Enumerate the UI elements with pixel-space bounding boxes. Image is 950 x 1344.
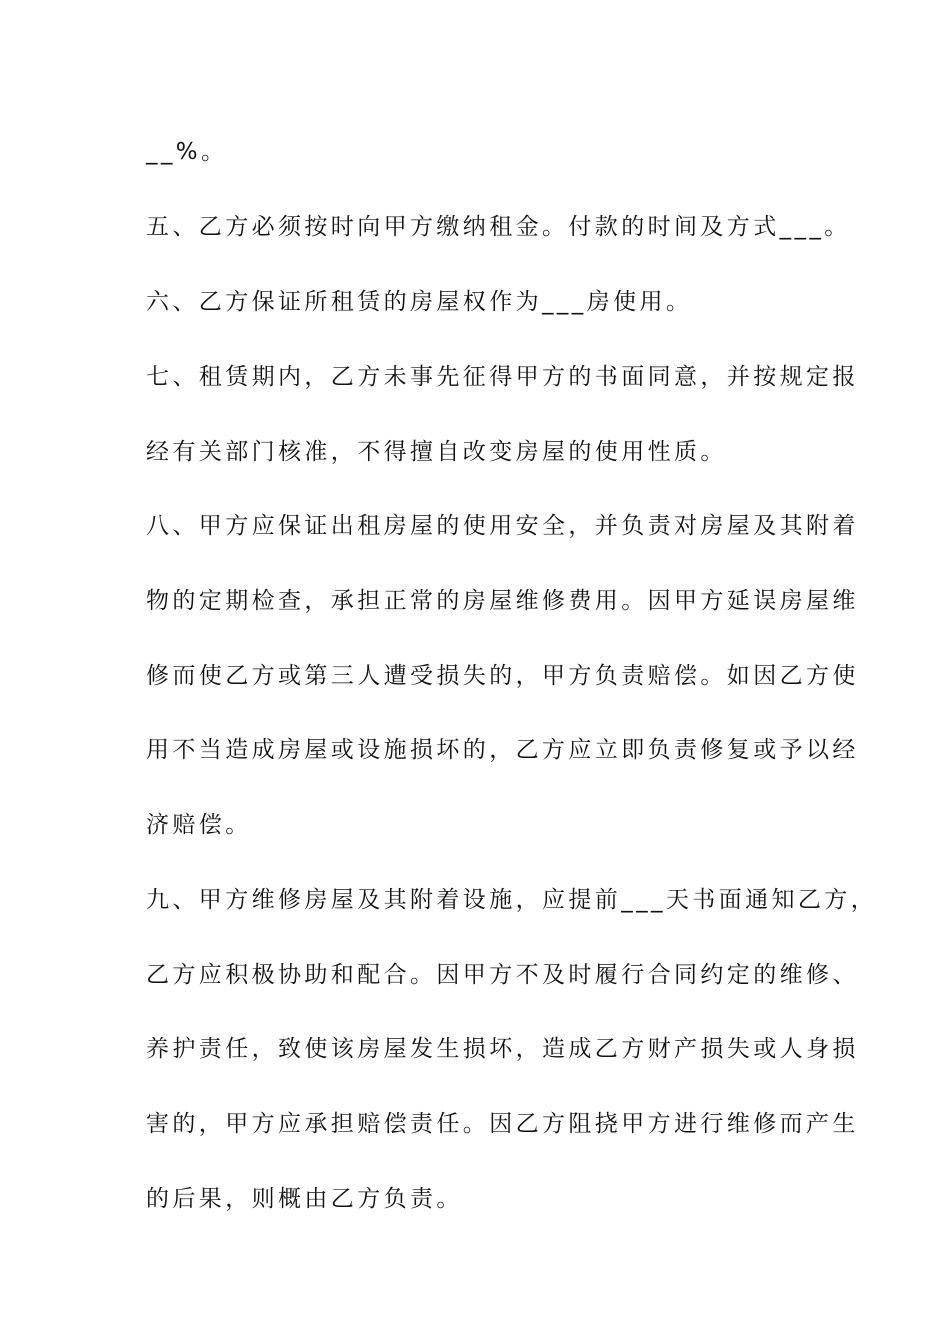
text-line: __%。	[146, 139, 228, 165]
text-line: 的后果，则概由乙方负责。	[146, 1186, 463, 1212]
text-line: 济赔偿。	[146, 812, 252, 838]
text-line: 六、乙方保证所租赁的房屋权作为___房使用。	[146, 289, 693, 315]
text-line: 经有关部门核准，不得擅自改变房屋的使用性质。	[146, 439, 727, 465]
text-line: 七、租赁期内，乙方未事先征得甲方的书面同意，并按规定报	[146, 364, 859, 390]
text-line: 八、甲方应保证出租房屋的使用安全，并负责对房屋及其附着	[146, 513, 859, 539]
text-line: 用不当造成房屋或设施损坏的，乙方应立即负责修复或予以经	[146, 737, 859, 763]
text-line: 害的，甲方应承担赔偿责任。因乙方阻挠甲方进行维修而产生	[146, 1111, 859, 1137]
text-line: 修而使乙方或第三人遭受损失的，甲方负责赔偿。如因乙方使	[146, 663, 859, 689]
text-line: 九、甲方维修房屋及其附着设施，应提前___天书面通知乙方，	[146, 887, 878, 913]
text-line: 养护责任，致使该房屋发生损坏，造成乙方财产损失或人身损	[146, 1036, 859, 1062]
text-line: 乙方应积极协助和配合。因甲方不及时履行合同约定的维修、	[146, 962, 859, 988]
text-line: 物的定期检查，承担正常的房屋维修费用。因甲方延误房屋维	[146, 588, 859, 614]
text-line: 五、乙方必须按时向甲方缴纳租金。付款的时间及方式___。	[146, 214, 851, 240]
